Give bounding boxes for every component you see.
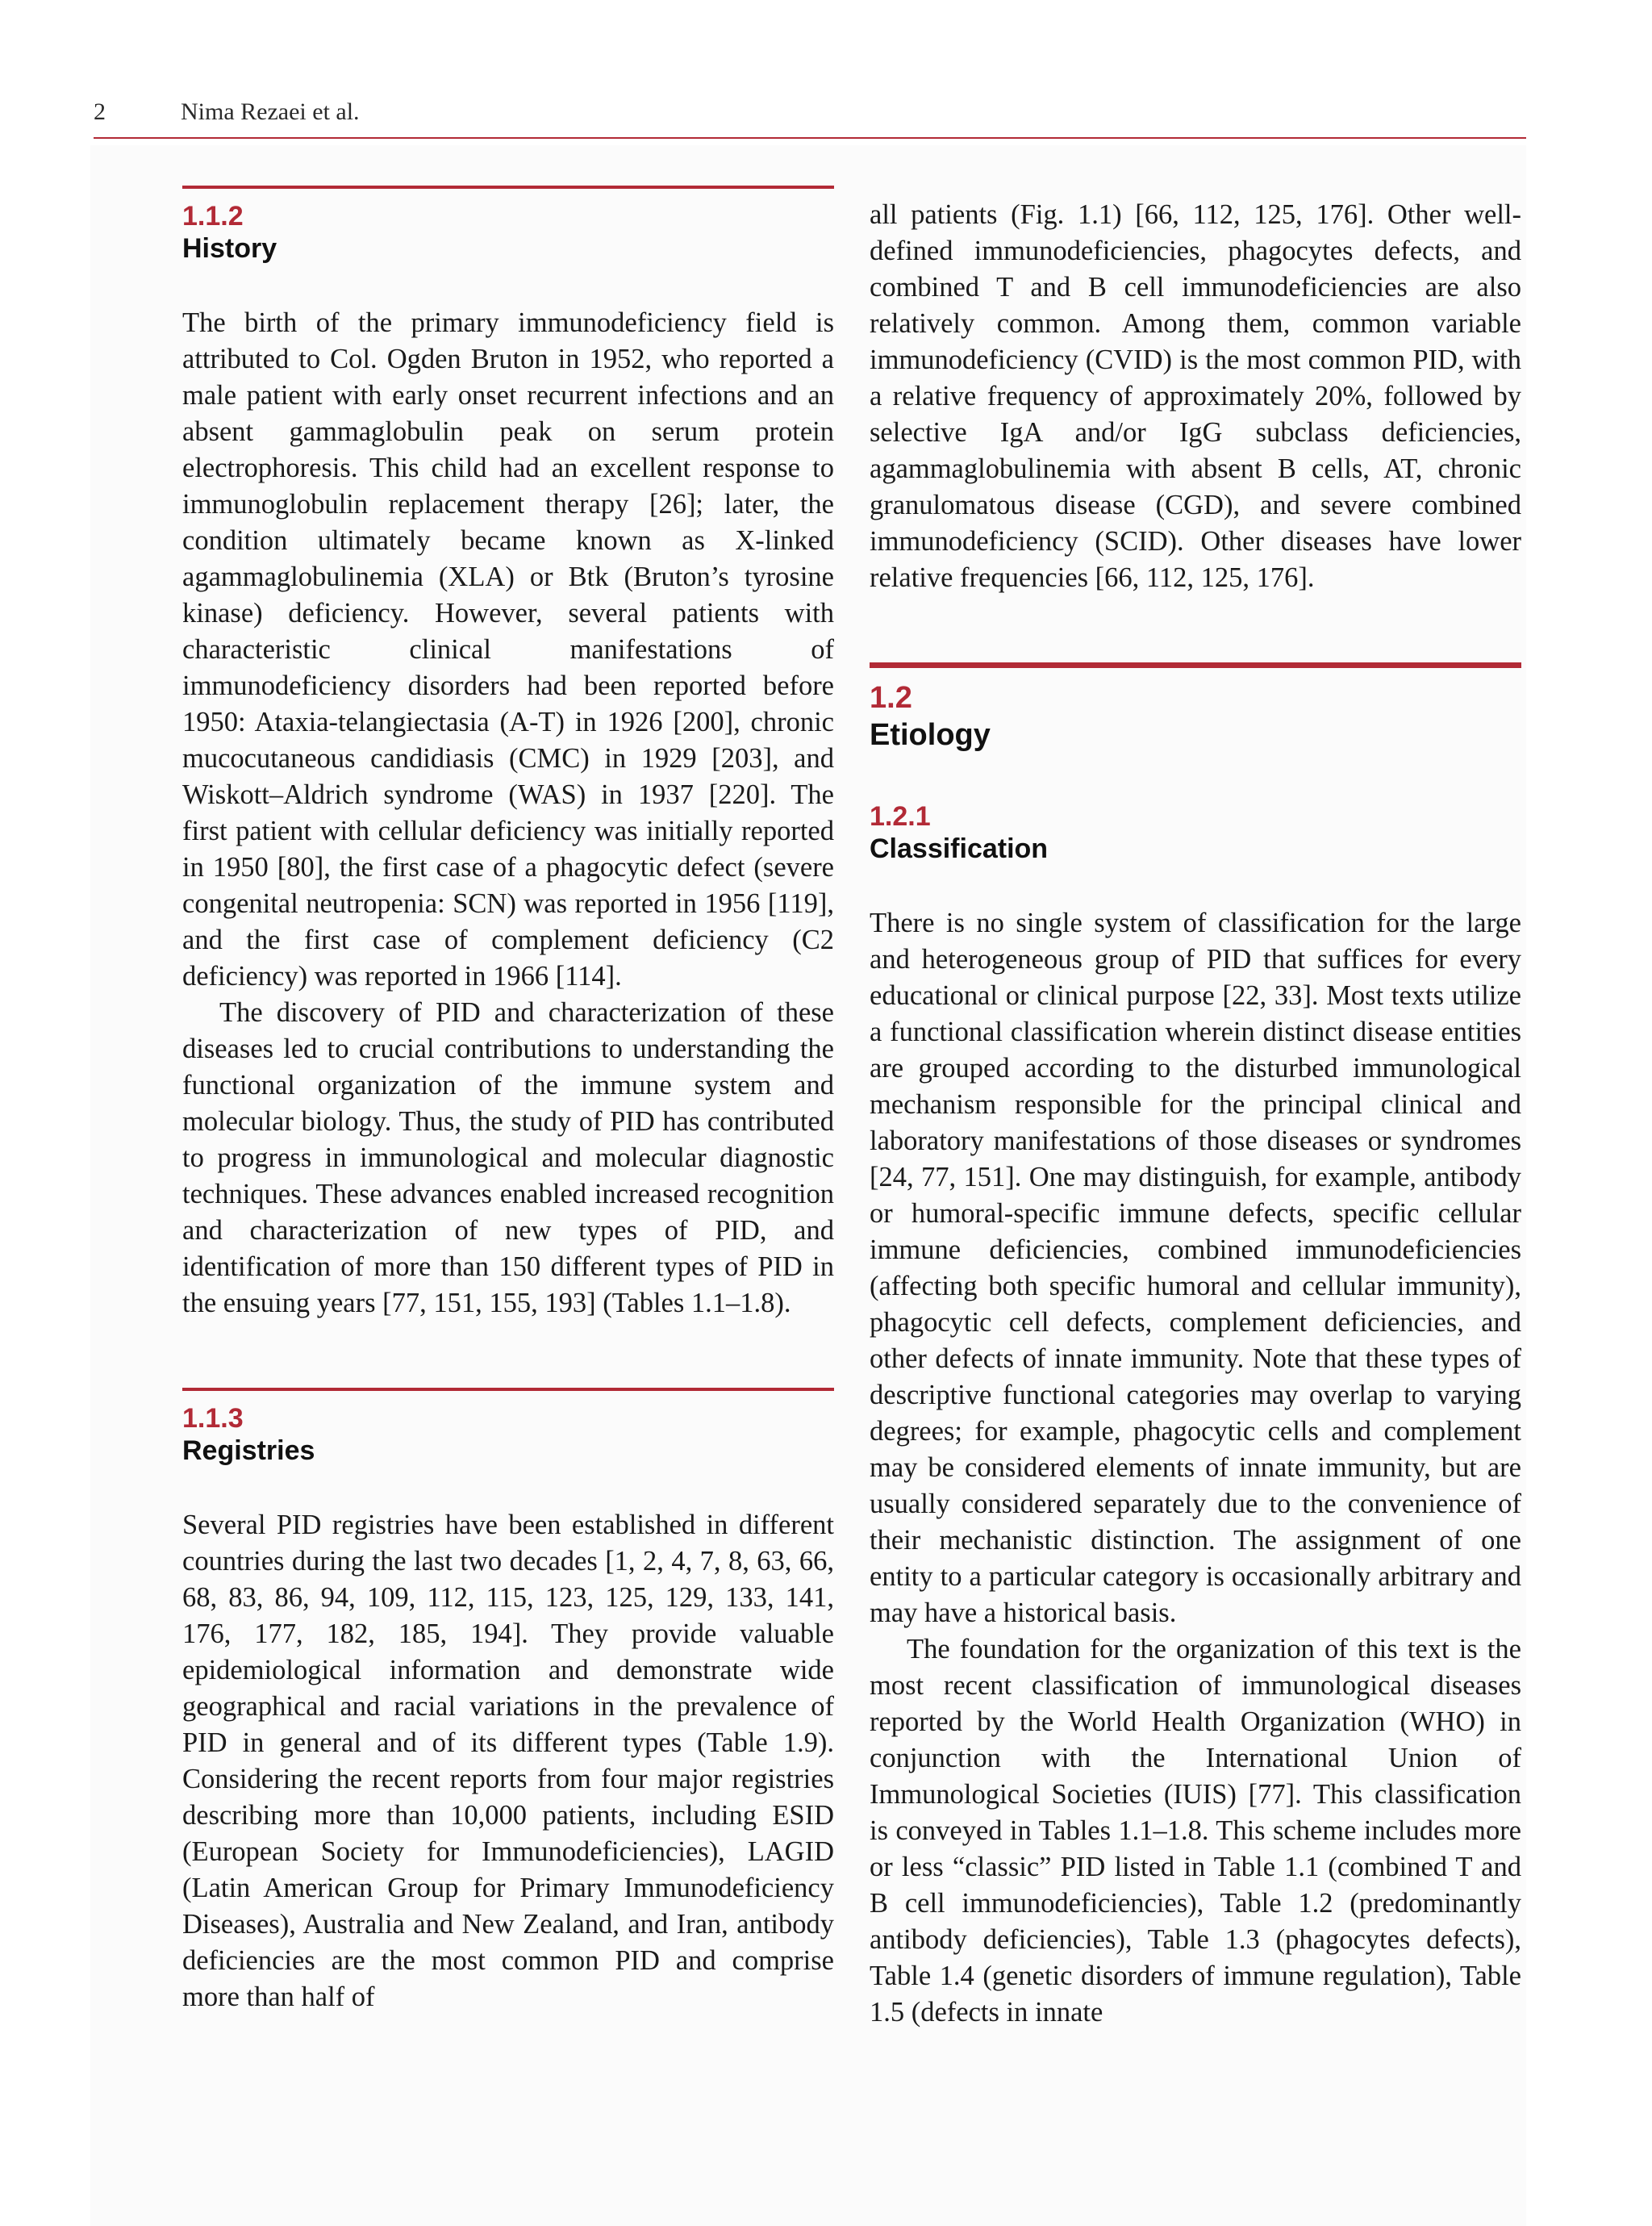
section-number: 1.2 (870, 681, 912, 715)
section-title: Etiology (870, 718, 991, 752)
section-title: Registries (182, 1435, 315, 1466)
running-author: Nima Rezaei et al. (181, 98, 360, 125)
registries-paragraph-1: Several PID registries have been established in different countries during the last two decades [1, 2, 4, 7, 8, 63, 66, 68, 83, 86, 94, 109, 112, 115, 123, 125, 129, 133, 141, 176, 177, 182, 185, 194]. They provide valuable epidemiological information and demonstrate wide geographical and racial variations in the prevalence of PID in general and of its different types (Table 1.9). Considering the recent reports from four major registries describing more than 10,000 patients, including ESID (European Society for Immunodeficiencies), LAGID (Latin American Group for Primary Immunodeficiency Diseases), Australia and New Zealand, and Iran, antibody deficiencies are the most common PID and comprise more than half of (182, 1510, 834, 2012)
chapter-section-rule (870, 662, 1521, 668)
left-column (182, 186, 834, 2015)
subsection-title: Classification (870, 833, 1049, 864)
section-title: History (182, 233, 277, 264)
page-number: 2 (94, 98, 106, 125)
history-paragraph-1: The birth of the primary immunodeficiency field is attributed to Col. Ogden Bruton in 1952, who reported a male patient with early onset recurrent infections and an absent gammaglobulin peak on serum protein electrophoresis. This child had an excellent response to immunoglobulin replacement therapy [26]; later, the condition ultimately became known as X-linked agammaglobulinemia (XLA) or Btk (Bruton’s tyrosine kinase) deficiency. However, several patients with characteristic clinical manifestations of immunodeficiency disorders had been reported before 1950: Ataxia-telangiectasia (A-T) in 1926 [200], chronic mucocutaneous candidiasis (CMC) in 1929 [203], and Wiskott–Aldrich syndrome (WAS) in 1937 [220]. The first patient with cellular deficiency was initially reported in 1950 [80], the first case of a phagocytic defect (severe congenital neutropenia: SCN) was reported in 1956 [119], and the first case of complement deficiency (C2 deficiency) was reported in 1966 [114]. (182, 307, 834, 992)
right-column (870, 186, 1521, 2031)
classification-paragraph-1: There is no single system of classification for the large and heterogeneous group of PID that suffices for every educational or clinical purpose [22, 33]. Most texts utilize a functional classification wherein distinct disease entities are grouped according to the disturbed immunological mechanism responsible for the principal clinical and laboratory manifestations of those diseases or syndromes [24, 77, 151]. One may distinguish, for example, antibody or humoral-specific immune defects, specific cellular immune deficiencies, combined immunodeficiencies (affecting both specific humoral and cellular immunity), phagocytic cell defects, complement deficiencies, and other defects of innate immunity. Note that these types of descriptive functional categories may overlap to varying degrees; for example, phagocytic cells and complement may be considered elements of innate immunity, but are usually considered separately due to the convenience of their mechanistic distinction. The assignment of one entity to a particular category is occasionally arbitrary and may have a historical basis. (870, 908, 1521, 1628)
section-rule (182, 186, 834, 189)
classification-paragraph-2: The foundation for the organization of this text is the most recent classification of immunological diseases reported by the World Health Organization (WHO) in conjunction with the International Union of Immunological Societies (IUIS) [77]. This classification is conveyed in Tables 1.1–1.8. This scheme includes more or less “classic” PID listed in Table 1.1 (combined T and B cell immunodeficiencies), Table 1.2 (predominantly antibody deficiencies), Table 1.3 (phagocytes defects), Table 1.4 (genetic disorders of immune regulation), Table 1.5 (defects in innate (870, 1634, 1521, 2028)
registries-paragraph-continued: all patients (Fig. 1.1) [66, 112, 125, 176]. Other well-defined immunodeficiencies, phagocytes defects, and combined T and B cell immunodeficiencies are also relatively common. Among them, common variable immunodeficiency (CVID) is the most common PID, with a relative frequency of approximately 20%, followed by selective IgA and/or IgG subclass deficiencies, agammaglobulinemia with absent B cells, AT, chronic granulomatous disease (CGD), and severe combined immunodeficiency (SCID). Other diseases have lower relative frequencies [66, 112, 125, 176]. (870, 199, 1521, 593)
subsection-number: 1.2.1 (870, 801, 931, 832)
section-rule (182, 1388, 834, 1391)
running-header (94, 95, 1526, 139)
section-number: 1.1.3 (182, 1403, 244, 1434)
section-number: 1.1.2 (182, 201, 244, 232)
history-paragraph-2: The discovery of PID and characterization of these diseases led to crucial contributions to understanding the functional organization of the immune system and molecular biology. Thus, the study of PID has contributed to progress in immunological and molecular diagnostic techniques. These advances enabled increased recognition and characterization of new types of PID, and identification of more than 150 different types of PID in the ensuing years [77, 151, 155, 193] (Tables 1.1–1.8). (182, 997, 834, 1318)
